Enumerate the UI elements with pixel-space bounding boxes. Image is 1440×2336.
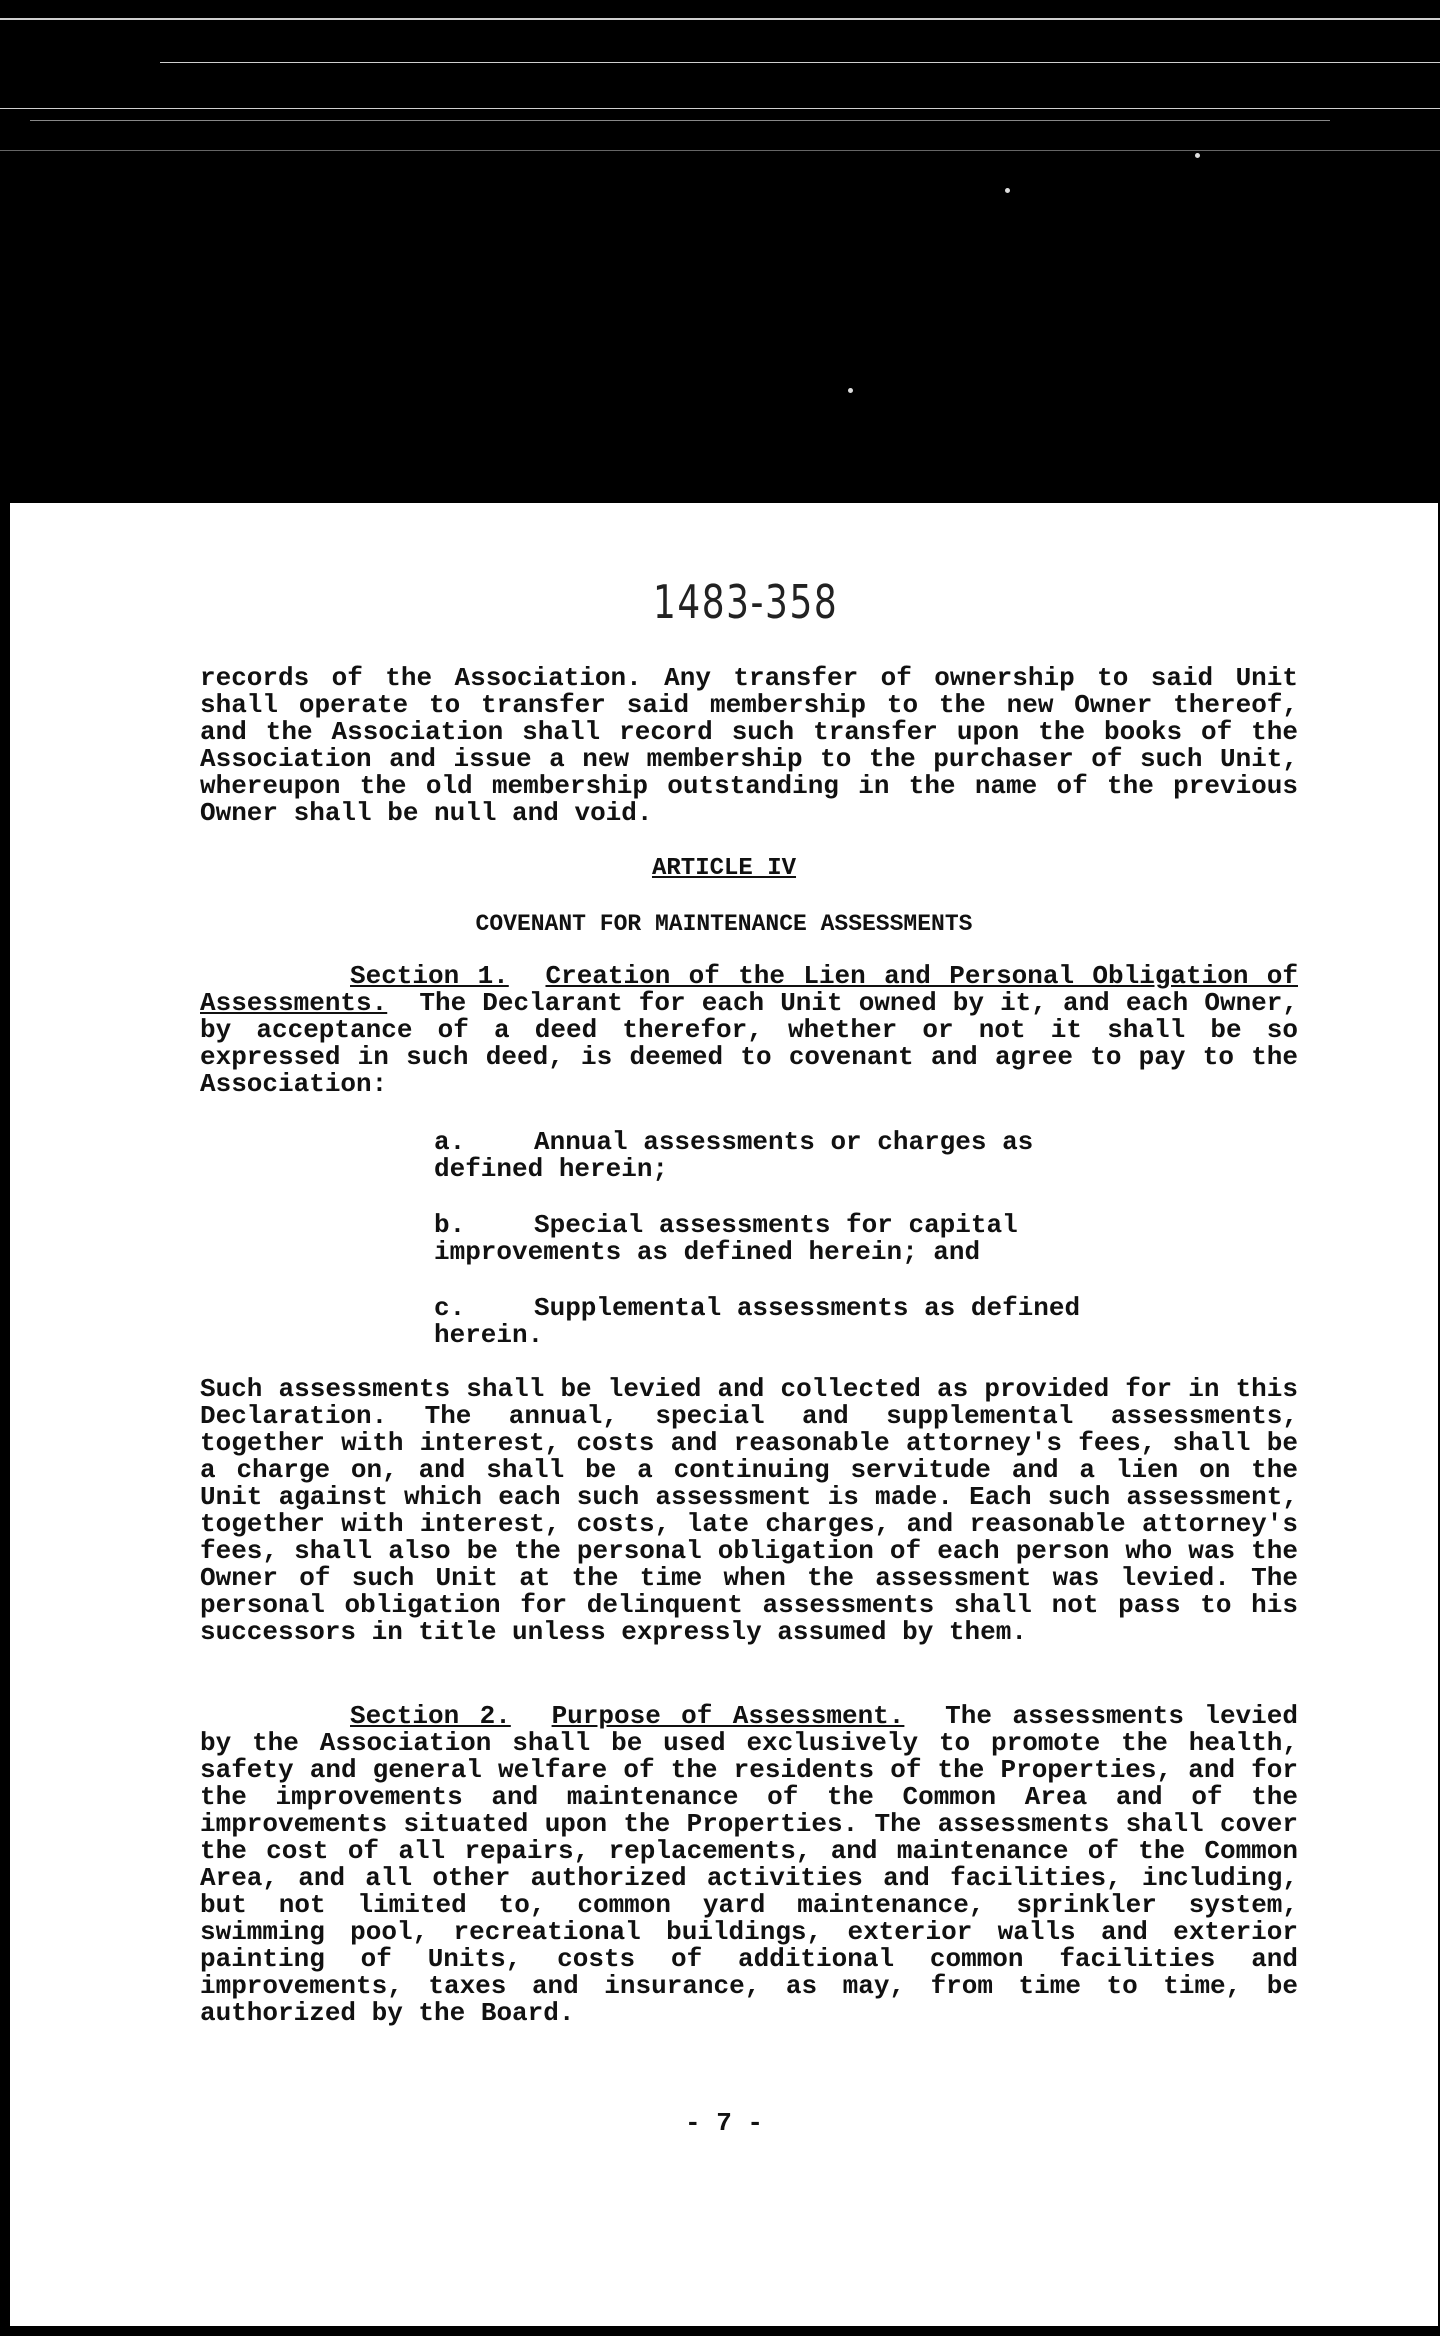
section-1-heading: Section 1. <box>350 961 509 991</box>
list-text: Supplemental assessments as defined herein. <box>434 1293 1081 1350</box>
scan-speck <box>848 388 853 393</box>
scan-streak <box>30 120 1330 121</box>
list-tag: a. <box>434 1127 466 1157</box>
article-heading: ARTICLE IV <box>651 855 797 882</box>
scan-dark-margin <box>0 0 1440 505</box>
scan-speck <box>1005 188 1010 193</box>
list-tag: c. <box>434 1293 466 1323</box>
section-2-title: Purpose of Assessment. <box>551 1701 905 1731</box>
scan-streak <box>160 62 1440 63</box>
scan-speck <box>1195 153 1200 158</box>
section-2-heading: Section 2. <box>350 1701 511 1731</box>
list-text: Special assessments for capital improvements as defined herein; and <box>434 1210 1018 1267</box>
list-item <box>434 1129 1126 1183</box>
section-1-body: The Declarant for each Unit owned by it, and each Owner, by acceptance of a deed therefor, whether or not it shall be so expressed in such deed, is deemed to covenant and agree to pay to the Association: <box>200 988 1298 1099</box>
intro-paragraph: records of the Association. Any transfer of ownership to said Unit shall operate to transfer said membership to the new Owner thereof, and the Association shall record such transfer upon the books of the Association and issue a new membership to the purchaser of such Unit, whereupon the old membership outstanding in the name of the previous Owner shall be null and void. <box>200 663 1298 828</box>
list-item <box>434 1295 1126 1349</box>
recording-stamp: 1483-358 <box>653 575 839 629</box>
assessments-paragraph: Such assessments shall be levied and collected as provided for in this Declaration. The annual, special and supplemental assessments, together with interest, costs and reasonable attorney's fees, shall be a charge on, and shall be a continuing servitude and a lien on the Unit against which each such assessment is made. Each such assessment, together with interest, costs, late charges, and reasonable attorney's fees, shall also be the personal obligation of each person who was the Owner of such Unit at the time when the assessment was levied. The personal obligation for delinquent assessments shall not pass to his successors in title unless expressly assumed by them. <box>200 1374 1298 1647</box>
section-1-title: Creation of the Lien and Personal Obligation of Assessments. <box>200 961 1298 1018</box>
list-tag: b. <box>434 1210 466 1240</box>
section-2 <box>200 1703 1298 2027</box>
page-number: - 7 - <box>684 2108 763 2138</box>
list-item <box>434 1212 1126 1266</box>
scan-streak <box>0 150 1440 151</box>
list-text: Annual assessments or charges as defined herein; <box>434 1127 1034 1184</box>
section-2-body: The assessments levied by the Association shall be used exclusively to promote the health, safety and general welfare of the residents of the Properties, and for the improvements and maintenance of the Common Area and of the improvements situated upon the Properties. The assessments shall cover the cost of all repairs, replacements, and maintenance of the Common Area, and all other authorized activities and facilities, including, but not limited to, common yard maintenance, sprinkler system, swimming pool, recreational buildings, exterior walls and exterior painting of Units, costs of additional common facilities and improvements, taxes and insurance, as may, from time to time, be authorized by the Board. <box>200 1701 1298 2028</box>
scan-streak <box>0 18 1440 20</box>
section-1 <box>200 963 1298 1098</box>
document-page <box>10 503 1438 2326</box>
article-title: COVENANT FOR MAINTENANCE ASSESSMENTS <box>475 911 973 937</box>
scan-streak <box>0 108 1440 109</box>
